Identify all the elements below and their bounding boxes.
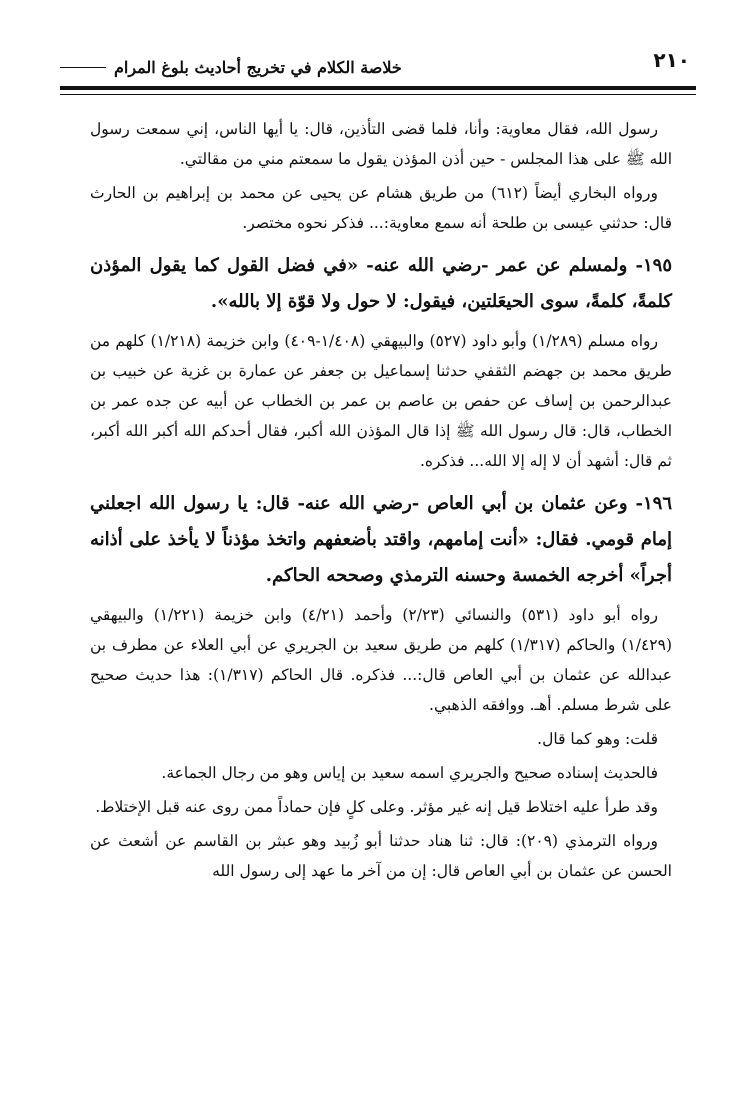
paragraph: ورواه البخاري أيضاً (٦١٢) من طريق هشام عن يحيى عن محمد بن إبراهيم بن الحارث قال: حدثني عيسى بن طلحة أنه سمع معاوية:... فذكر نحوه مختصر. [90,184,672,232]
page-body [90,114,672,886]
header-rule-thin [60,94,696,95]
hadith-text: ١٩٦- وعن عثمان بن أبي العاص -رضي الله عنه- قال: يا رسول الله اجعلني إمام قومي. فقال: «أنت إمامهم، واقتد بأضعفهم واتخذ مؤذناً لا يأخذ على أذانه أجراً» أخرجه الخمسة وحسنه الترمذي وصححه الحاكم. [90,493,672,586]
paragraph: ورواه الترمذي (٢٠٩): قال: ثنا هناد حدثنا أبو زُبيد وهو عبثر بن القاسم عن أشعث عن الحسن عن عثمان بن أبي العاص قال: إن من آخر ما عهد إلى رسول الله [90,832,672,880]
paragraph: رسول الله، فقال معاوية: وأنا، فلما قضى التأذين، قال: يا أيها الناس، إني سمعت رسول الله ﷺ على هذا المجلس - حين أذن المؤذن يقول ما سمعتم مني من مقالتي. [90,120,672,168]
title-dash [60,67,106,68]
page-header [60,44,696,88]
running-title-text: خلاصة الكلام في تخريج أحاديث بلوغ المرام [114,58,402,77]
paragraph: رواه أبو داود (٥٣١) والنسائي (٢/٢٣) وأحمد (٤/٢١) وابن خزيمة (١/٢٢١) والبيهقي (١/٤٢٩) والحاكم (١/٣١٧) كلهم من طريق سعيد بن الجريري عن أبي العلاء عن مطرف بن عبدالله عن عثمان بن أبي العاص قال:... فذكره. قال الحاكم (١/٣١٧): هذا حديث صحيح على شرط مسلم. أهـ. ووافقه الذهبي. [90,606,672,714]
header-rule-thick [60,86,696,90]
paragraph: قلت: وهو كما قال. [537,730,658,748]
hadith-text: ١٩٥- ولمسلم عن عمر -رضي الله عنه- «في فضل القول كما يقول المؤذن كلمةً، كلمةً، سوى الحيعَلتين، فيقول: لا حول ولا قوّة إلا بالله». [90,255,672,312]
paragraph: فالحديث إسناده صحيح والجريري اسمه سعيد بن إياس وهو من رجال الجماعة. [161,764,658,782]
paragraph: وقد طرأ عليه اختلاط قيل إنه غير مؤثر. وعلى كلٍ فإن حماداً ممن روى عنه قبل الإختلاط. [95,798,658,816]
page-number: ٢١٠ [653,48,690,72]
paragraph: رواه مسلم (١/٢٨٩) وأبو داود (٥٢٧) والبيهقي (١/٤٠٨-٤٠٩) وابن خزيمة (١/٢١٨) كلهم من طريق محمد بن جهضم الثقفي حدثنا إسماعيل بن جعفر عن عمارة بن غزية عن خبيب بن عبدالرحمن بن إساف عن حفص بن عاصم بن عمر بن الخطاب عن أبيه عن جده عمر بن الخطاب، قال: قال رسول الله ﷺ إذا قال المؤذن الله أكبر، فقال أحدكم الله أكبر الله أكبر، ثم قال: أشهد أن لا إله إلا الله... فذكره. [90,332,672,470]
running-title [60,58,402,77]
